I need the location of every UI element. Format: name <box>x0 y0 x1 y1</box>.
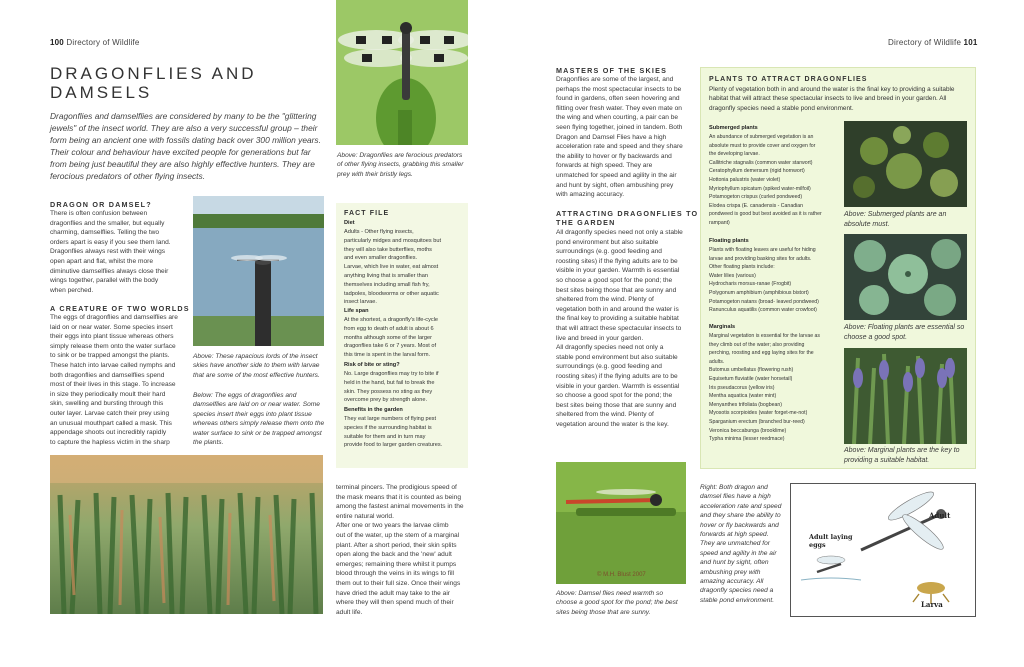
paragraph-continued: terminal pincers. The prodigious speed of the mask means that it is counted as being among the fastest animal movements in the entire natural world. After one or two years the larvae climb out of the water, up the stem of a marginal plant. After a short period, their skin splits open along the back and the 'new' adult emerges; remaining there whilst it pumps blood through the veins in its wings to fill them out to their full size. Once their wings have dried the adult may take to the air where they will then spend much of their adult life. <box>336 484 464 616</box>
heading-attracting-line-2: THE GARDEN <box>556 218 616 227</box>
fact-life-heading: Life span <box>344 308 369 314</box>
heading-masters: MASTERS OF THE SKIES <box>556 66 668 75</box>
photo-credit: © M.H. Blust 2007 <box>597 572 646 578</box>
plants-box <box>700 67 976 469</box>
fact-diet-text: Adults - Other flying insects, particularly midges and mosquitoes but they will also take butterflies, moths and even smaller dragonflies. Larvae, which live in water, eat almost anything living that is smaller than themselves including small fish fry, tadpoles, bloodworms or other aquatic insect larvae. <box>344 229 442 306</box>
heading-attracting-line-1: ATTRACTING DRAGONFLIES TO <box>556 209 699 218</box>
title-line-2: DAMSELS <box>50 83 153 102</box>
caption-damsel: Above: Damsel flies need warmth so choose a good spot for the pond; the best sites being those that are sunny. <box>556 590 678 616</box>
label-larva: Larva <box>921 600 943 609</box>
marginal-plants-photo <box>844 348 967 444</box>
submerged-plants-photo <box>844 121 967 207</box>
life-cycle-illustration <box>791 484 975 616</box>
caption-submerged: Above: Submerged plants are an absolute must. <box>844 211 947 228</box>
left-folio <box>50 38 140 47</box>
caption-floating: Above: Floating plants are essential so choose a good spot. <box>844 324 965 341</box>
paragraph-masters: Dragonflies are some of the largest, and perhaps the most spectacular insects to be found in gardens, often seen hovering and flitting over fresh water. They even mate on the wing and when courting, a pair can be seen flying together, joined in tandem. Both Dragon and Damsel Flies have a high acceleration rate and speed and they share the ability to hover or fly backwards and forwards at high speed. They are unmatched for speed and agility in the air and hunt by sight, often ambushing prey with amazing accuracy. <box>556 76 683 199</box>
caption-eggs: Below: The eggs of dragonflies and damselflies are laid on or near water. Some species insert their eggs into plant tissue whereas others simply release them onto the water surface to sink or be trapped amongst the plants. <box>193 392 325 447</box>
heading-two-worlds: A CREATURE OF TWO WORLDS <box>50 304 190 313</box>
fact-bite-heading: Risk of bite or sting? <box>344 362 400 368</box>
submerged-heading: Submerged plants <box>709 125 758 131</box>
heading-dragon-or-damsel: DRAGON OR DAMSEL? <box>50 200 152 209</box>
life-cycle-diagram <box>790 483 976 617</box>
fact-diet-heading: Diet <box>344 220 355 226</box>
fact-benefits-heading: Benefits in the garden <box>344 407 403 413</box>
submerged-list: An abundance of submerged vegetation is an absolute must to provide cover and oxygen for the developing larvae. Callitriche stagnalis (common water starwort) Ceratophyllum demersum (rigid hornwort) Hottonia palustris (water violet) Myriophyllum spicatum (spiked water-milfoil) Potamogeton crispus (curled pondweed) Elodea crispa (E. canadensis - Canadian pondweed is good but best avoided as it is rather rampant) <box>709 134 822 226</box>
floating-list: Plants with floating leaves are useful for hiding larvae and providing basking sites for adults. Other floating plants include: Water lilies (various) Hydrocharis morsus-ranae (Frogbit) Polygonum amphibium (amphibious bistort) Potamogeton natans (broad- leaved pondweed) Ranunculus aquatilis (common water crowfoot) <box>709 247 819 314</box>
fact-life-text: At the shortest, a dragonfly's life-cycle from egg to death of adult is about 6 months although some of the larger dragonflies take 6 or 7 years. Most of this time is spent in the larval form. <box>344 317 439 359</box>
marginals-list: Marginal vegetation is essential for the larvae as they climb out of the water; also providing perching, roosting and egg laying sites for the adults. Butomus umbellatus (flowering rush) Equisetum fluviatile (water horsetail) Iris pseudacorus (yellow iris) Mentha aquatica (water mint) Menyanthes trifoliata (bogbean) Myosotis scorpioides (water forget-me-not) Sparganium erectum (branched bur-reed) Veronica beccabunga (brooklime) Typha minima (lesser reedmace) <box>709 333 821 443</box>
page-title <box>50 64 257 102</box>
paragraph-dragon-or-damsel: There is often confusion between dragonflies and the smaller, but equally charming, damselflies. Telling the two orders apart is easy if you see them land. Dragonflies always rest with their wings open apart and flat, whilst the more diminutive damselflies always close their wings together, parallel with the body when perched. <box>50 210 171 294</box>
right-folio <box>888 38 978 47</box>
label-adult: Adult <box>929 511 951 520</box>
caption-marginal: Above: Marginal plants are the key to providing a suitable habitat. <box>844 447 960 464</box>
folio-section-right: Directory of Wildlife <box>888 38 962 47</box>
fact-benefits-text: They eat large numbers of flying pest species if the surrounding habitat is suitable for them and in turn may provide food to larger garden creatures. <box>344 416 443 449</box>
plants-box-intro: Plenty of vegetation both in and around the water is the final key to providing a suitable habitat that will attract these spectacular insects to live and breed in your garden. All dragonfly species need a stable pond environment. <box>709 86 955 112</box>
title-line-1: DRAGONFLIES AND <box>50 64 257 83</box>
dragonfly-on-bud-photo <box>336 0 468 145</box>
folio-section: Directory of Wildlife <box>66 38 140 47</box>
plants-box-heading: PLANTS TO ATTRACT DRAGONFLIES <box>709 76 868 83</box>
eggs-underwater-photo <box>50 455 323 614</box>
floating-heading: Floating plants <box>709 238 749 244</box>
perched-dragonfly-photo <box>193 196 324 346</box>
floating-plants-photo <box>844 234 967 320</box>
label-adult-laying-eggs: Adult laying eggs <box>809 533 853 549</box>
intro-paragraph: Dragonflies and damselflies are considered by many to be the "glittering jewels" of the insect world. They are also a very successful group – their form being an ancient one with fossils dating back over 300 million years. Their colour and behaviour have excited people for generations but far from being just beautiful they are also highly effective hunters. They are ferocious predators of other flying insects. <box>50 111 321 181</box>
marginals-heading: Marginals <box>709 324 736 330</box>
fact-bite-text: No. Large dragonflies may try to bite if held in the hand, but fail to break the skin. They possess no sting as they overcome prey by strength alone. <box>344 371 439 404</box>
caption-life-cycle: Right: Both dragon and damsel flies have a high acceleration rate and speed and they share the ability to hover or fly backwards and forwards at high speed. They are unmatched for speed and agility in the air and hunt by sight, often ambushing prey with amazing accuracy. All dragonfly species need a stable pond environment. <box>700 484 782 604</box>
page-number-left: 100 <box>50 38 64 47</box>
paragraph-two-worlds: The eggs of dragonflies and damselflies are laid on or near water. Some species insert their eggs into plant tissue whereas others simply release them onto the water surface to sink or be trapped amongst the plants. These hatch into larvae called nymphs and both dragonflies and damselflies spend most of their lives in this stage. To increase in size they periodically moult their hard skin, swelling and bursting through this outer layer. Larvae catch their prey using an unusual mouthpart called a mask. This appendage shoots out incredibly rapidly to capture the hapless victim in the sharp <box>50 314 178 446</box>
fact-file-heading: FACT FILE <box>344 210 390 217</box>
caption-top-photo: Above: Dragonflies are ferocious predators of other flying insects, grabbing this smaller prey with their bristly legs. <box>337 152 464 178</box>
page-number-right: 101 <box>963 38 978 47</box>
heading-attracting <box>556 209 698 227</box>
damselfly-photo <box>556 462 686 584</box>
fact-file-box <box>336 203 468 468</box>
caption-perched-photo: Above: These rapacious lords of the insect skies have another side to them with larvae that are some of the most effective hunters. <box>193 353 320 379</box>
paragraph-attracting: All dragonfly species need not only a stable pond environment but also suitable surroundings (e.g. good feeding and roosting sites) if the flying adults are to be visible in your garden. Warmth is essential so choose a good spot for the pond; the best sites being those that are sunny and sheltered from the wind. Plenty of vegetation both in and around the water is the final key to providing a suitable habitat that will attract these spectacular insects to live and breed in your garden. All dragonfly species need not only a stable pond environment but also suitable surroundings (e.g. good feeding and roosting sites) if the flying adults are to be visible in your garden. Warmth is essential so choose a good spot for the pond; the best sites being those that are sunny and sheltered from the wind. Plenty of vegetation around the water is the key. <box>556 229 683 428</box>
